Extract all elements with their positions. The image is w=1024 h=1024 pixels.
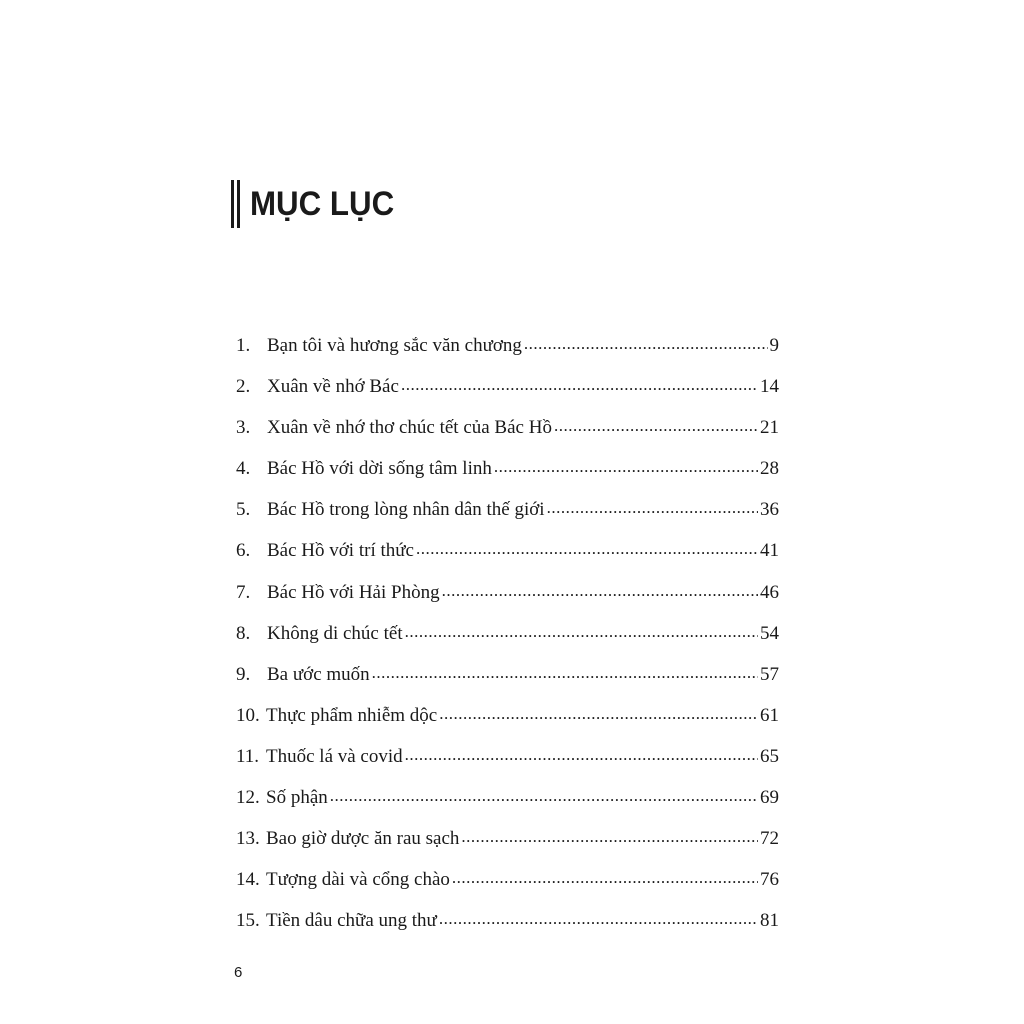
- toc-entry: [236, 907, 779, 948]
- toc-entry-title: Bác Hồ với trí thức: [267, 540, 414, 562]
- toc-entry: [236, 579, 779, 620]
- toc-entry: [236, 496, 779, 537]
- toc-entry-title: Bác Hồ với Hải Phòng: [267, 581, 440, 603]
- page-heading: [231, 180, 407, 228]
- toc-dot-leader: [494, 455, 758, 474]
- toc-dot-leader: [416, 537, 758, 556]
- toc-entry: [236, 784, 779, 825]
- toc-dot-leader: [439, 907, 758, 926]
- toc-entry-number: 13.: [236, 828, 260, 850]
- toc-entry-number: 4.: [236, 458, 251, 480]
- toc-entry-title: Số phận: [266, 787, 328, 809]
- toc-dot-leader: [461, 825, 758, 844]
- toc-entry-title: Bác Hồ với dời sống tâm linh: [267, 458, 492, 480]
- toc-entry-title: Bao giờ dược ăn rau sạch: [266, 828, 460, 850]
- toc-entry-page: 76: [760, 869, 779, 891]
- toc-dot-leader: [452, 866, 758, 885]
- heading-bar-left: [231, 180, 234, 228]
- toc-entry-number: 6.: [236, 540, 251, 562]
- toc-entry-number: 12.: [236, 787, 260, 809]
- toc-entry: [236, 866, 779, 907]
- toc-entry-number: 9.: [236, 663, 251, 685]
- toc-entry: [236, 661, 779, 702]
- toc-dot-leader: [330, 784, 758, 803]
- toc-entry-title: Bác Hồ trong lòng nhân dân thế giới: [267, 499, 545, 521]
- toc-entry-number: 5.: [236, 499, 251, 521]
- toc-entry-page: 28: [760, 458, 779, 480]
- toc-entry-page: 54: [760, 622, 779, 644]
- toc-dot-leader: [547, 496, 758, 515]
- page-title: MỤC LỤC: [250, 185, 395, 223]
- toc-dot-leader: [554, 414, 758, 433]
- toc-entry-title: Tượng dài và cổng chào: [266, 869, 450, 891]
- toc-entry-page: 46: [760, 581, 779, 603]
- toc-dot-leader: [401, 373, 758, 392]
- table-of-contents: [236, 332, 779, 948]
- toc-entry-title: Bạn tôi và hương sắc văn chương: [267, 335, 522, 356]
- toc-entry-title: Ba ước muốn: [267, 663, 370, 685]
- page-number: 6: [234, 964, 243, 981]
- toc-entry-title: Không di chúc tết: [267, 622, 403, 644]
- toc-entry: [236, 414, 779, 455]
- toc-entry-number: 10.: [236, 704, 260, 726]
- toc-entry-page: 65: [760, 745, 779, 767]
- toc-dot-leader: [405, 743, 758, 762]
- toc-entry: [236, 373, 779, 414]
- toc-entry-number: 11.: [236, 745, 260, 767]
- toc-entry-page: 81: [760, 910, 779, 932]
- toc-dot-leader: [439, 702, 758, 721]
- toc-entry-page: 72: [760, 828, 779, 850]
- toc-entry: [236, 702, 779, 743]
- toc-dot-leader: [524, 332, 768, 351]
- toc-entry-title: Xuân về nhớ Bác: [267, 376, 399, 398]
- toc-entry-title: Tiền dâu chữa ung thư: [266, 910, 437, 932]
- toc-entry-page: 41: [760, 540, 779, 562]
- toc-entry-page: 61: [760, 704, 779, 726]
- toc-entry-page: 57: [760, 663, 779, 685]
- toc-entry-title: Thuốc lá và covid: [266, 745, 403, 767]
- toc-entry-title: Thực phẩm nhiễm dộc: [266, 704, 438, 726]
- toc-entry-number: 7.: [236, 581, 251, 603]
- toc-entry: [236, 743, 779, 784]
- toc-entry-page: 14: [760, 376, 779, 398]
- toc-entry: [236, 455, 779, 496]
- toc-entry-page: 21: [760, 417, 779, 439]
- toc-entry-number: 1.: [236, 335, 251, 356]
- toc-entry-number: 2.: [236, 376, 251, 398]
- toc-entry-page: 9: [769, 335, 779, 356]
- heading-bar-right: [237, 180, 240, 228]
- toc-entry: [236, 620, 779, 661]
- toc-entry-number: 3.: [236, 417, 251, 439]
- toc-entry-number: 14.: [236, 869, 260, 891]
- toc-entry: [236, 537, 779, 578]
- toc-entry: [236, 825, 779, 866]
- toc-dot-leader: [372, 661, 758, 680]
- toc-entry: [236, 332, 779, 373]
- toc-entry-page: 36: [760, 499, 779, 521]
- toc-entry-title: Xuân về nhớ thơ chúc tết của Bác Hồ: [267, 417, 552, 439]
- toc-dot-leader: [405, 620, 758, 639]
- heading-double-bar: [231, 180, 240, 228]
- toc-entry-number: 8.: [236, 622, 251, 644]
- toc-dot-leader: [442, 579, 758, 598]
- toc-entry-number: 15.: [236, 910, 260, 932]
- toc-entry-page: 69: [760, 787, 779, 809]
